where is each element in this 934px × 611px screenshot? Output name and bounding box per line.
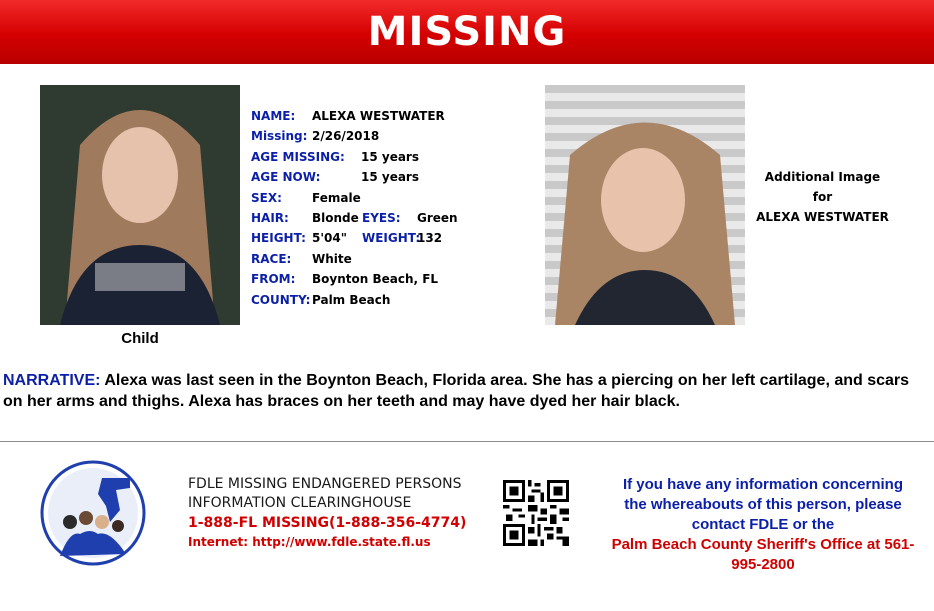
detail-label: WEIGHT: — [362, 231, 421, 246]
detail-label: COUNTY: — [251, 292, 311, 307]
detail-value: 2/26/2018 — [312, 129, 380, 144]
clearinghouse-website: Internet: http://www.fdle.state.fl.us — [188, 535, 431, 549]
contact-sheriff-line: Palm Beach County Sheriff's Office at 561- — [611, 536, 915, 553]
detail-row-age-now — [251, 167, 541, 187]
additional-line: Additional Image — [764, 170, 881, 184]
clearinghouse-phone: 1-888-FL MISSING(1-888-356-4774) — [188, 515, 467, 531]
contact-line: contact FDLE or the — [691, 516, 835, 533]
detail-value: Green — [417, 210, 458, 225]
person-silhouette-icon — [545, 85, 745, 325]
detail-row-county — [251, 290, 541, 310]
contact-instructions — [598, 475, 928, 575]
missing-banner — [0, 0, 934, 64]
detail-label: HAIR: — [251, 210, 289, 225]
detail-value: 5'04" — [312, 231, 347, 246]
detail-value: ALEXA WESTWATER — [312, 109, 445, 123]
contact-line: the whereabouts of this person, please — [624, 496, 902, 513]
detail-label: FROM: — [251, 272, 296, 287]
detail-label: Missing: — [251, 129, 308, 144]
detail-value: White — [312, 251, 352, 266]
contact-line: If you have any information concerning — [622, 476, 904, 493]
person-silhouette-icon — [40, 85, 240, 325]
detail-row-hair-eyes — [251, 208, 541, 228]
child-photo — [40, 85, 240, 325]
additional-photo — [545, 85, 745, 325]
detail-row-age-missing — [251, 147, 541, 167]
additional-line: ALEXA WESTWATER — [756, 210, 889, 224]
detail-row-from — [251, 269, 541, 289]
seal-icon — [40, 460, 146, 566]
qr-code — [503, 480, 569, 546]
detail-value: Blonde — [312, 210, 359, 225]
detail-value: 15 years — [361, 170, 419, 185]
footer-divider — [0, 441, 934, 442]
narrative-text: Alexa was last seen in the Boynton Beach, Florida area. She has a piercing on her left cartilage, and scars on her arms and thighs. Alexa has braces on her teeth and may have dyed her hair black. — [3, 372, 910, 410]
detail-value: Palm Beach — [312, 292, 391, 307]
detail-value: 132 — [417, 231, 443, 246]
additional-line: for — [812, 190, 833, 204]
clearinghouse-seal — [40, 460, 146, 566]
banner-title: MISSING — [367, 9, 567, 55]
narrative — [3, 370, 928, 412]
detail-row-name — [251, 106, 541, 126]
detail-row-height-weight — [251, 228, 541, 248]
qr-code-icon — [503, 480, 569, 546]
contact-sheriff-line: 995-2800 — [731, 556, 795, 573]
detail-row-sex — [251, 188, 541, 208]
clearinghouse-line: FDLE MISSING ENDANGERED PERSONS — [188, 476, 462, 492]
additional-image-caption — [755, 167, 890, 227]
detail-label: HEIGHT: — [251, 231, 306, 246]
detail-label: AGE MISSING: — [251, 149, 345, 164]
detail-label: RACE: — [251, 251, 292, 266]
detail-value: 15 years — [361, 149, 419, 164]
detail-label: SEX: — [251, 190, 282, 205]
detail-row-missing — [251, 126, 541, 146]
detail-label: EYES: — [362, 210, 401, 225]
person-details — [251, 106, 541, 310]
detail-value: Female — [312, 190, 361, 205]
detail-value: Boynton Beach, FL — [312, 272, 439, 287]
detail-label: NAME: — [251, 109, 296, 123]
detail-label: AGE NOW: — [251, 170, 321, 185]
detail-row-race — [251, 249, 541, 269]
clearinghouse-info — [188, 475, 508, 551]
photo-caption: Child — [121, 330, 159, 347]
clearinghouse-line: INFORMATION CLEARINGHOUSE — [188, 495, 412, 511]
narrative-label: NARRATIVE: — [3, 372, 101, 389]
